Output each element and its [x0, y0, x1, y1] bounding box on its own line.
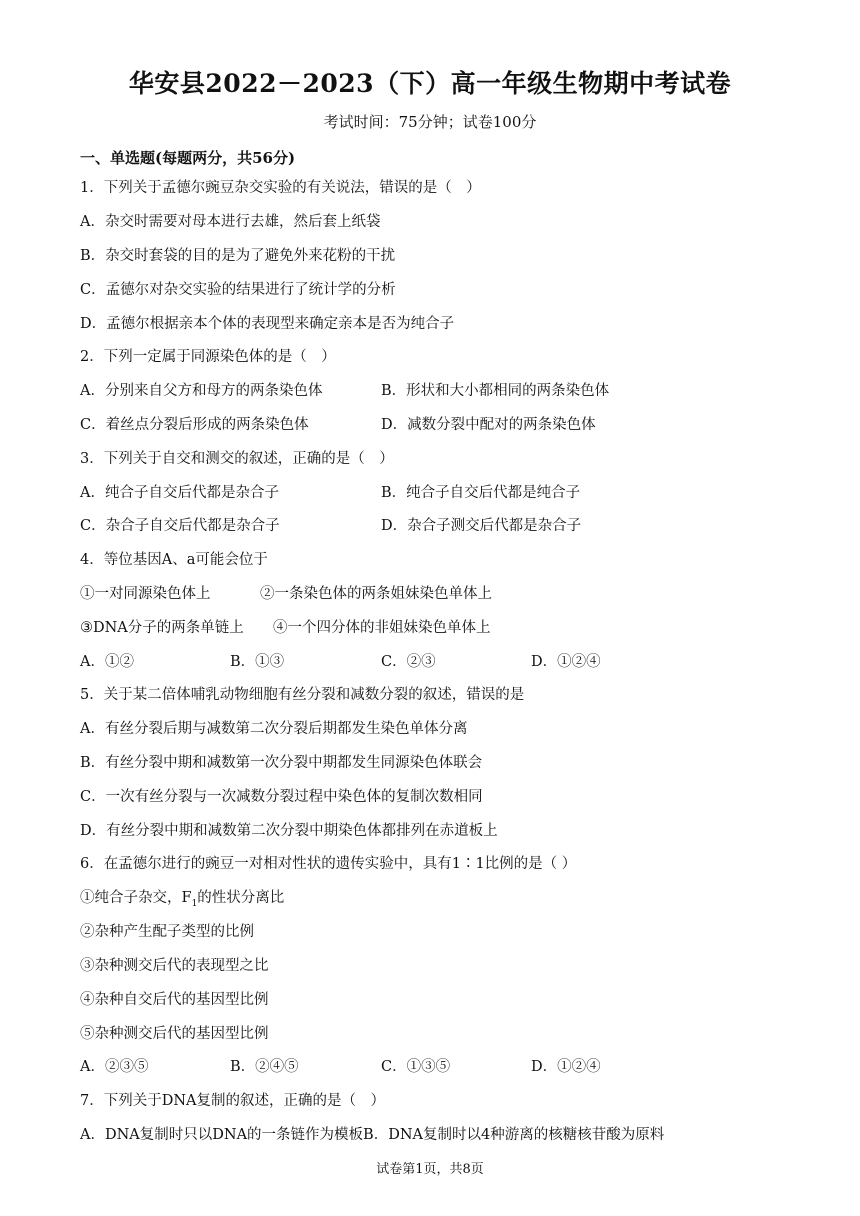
question-1-option-c: C．孟德尔对杂交实验的结果进行了统计学的分析: [80, 282, 396, 298]
question-6-stem: 6．在孟德尔进行的豌豆一对相对性状的遗传实验中，具有1∶1比例的是（ ）: [80, 856, 577, 872]
question-5-option-a: A．有丝分裂后期与减数第二次分裂后期都发生染色单体分离: [80, 721, 468, 737]
question-1-option-a: A．杂交时需要对母本进行去雄，然后套上纸袋: [80, 214, 381, 230]
question-4-option-a: A．①②: [80, 654, 134, 670]
question-5-stem: 5．关于某二倍体哺乳动物细胞有丝分裂和减数分裂的叙述，错误的是: [80, 687, 525, 703]
question-4-statement-2: ②一条染色体的两条姐妹染色单体上: [260, 586, 492, 602]
question-3-option-a: A．纯合子自交后代都是杂合子: [80, 485, 279, 501]
exam-info: 考试时间：75分钟；试卷100分: [323, 113, 537, 131]
question-4-stem: 4．等位基因A、a可能会位于: [80, 552, 268, 568]
question-6-statement-2: ②杂种产生配子类型的比例: [80, 924, 254, 940]
question-6-option-a: A．②③⑤: [80, 1059, 149, 1075]
question-4-option-d: D．①②④: [531, 654, 601, 670]
question-3-option-c: C．杂合子自交后代都是杂合子: [80, 518, 280, 534]
question-2-option-a: A．分别来自父方和母方的两条染色体: [80, 383, 323, 399]
question-4-option-c: C．②③: [381, 654, 436, 670]
section-heading: 一、单选题(每题两分，共56分): [80, 149, 296, 167]
statement-1-text-a: ①纯合子杂交，F: [80, 890, 192, 906]
question-1-stem: 1．下列关于孟德尔豌豆杂交实验的有关说法，错误的是（ ）: [80, 180, 481, 196]
statement-1-text-b: 的性状分离比: [197, 890, 285, 906]
question-6-option-b: B．②④⑤: [230, 1059, 299, 1075]
question-3-option-b: B．纯合子自交后代都是纯合子: [381, 485, 581, 501]
question-2-stem: 2．下列一定属于同源染色体的是（ ）: [80, 349, 336, 365]
question-7-stem: 7．下列关于DNA复制的叙述，正确的是（ ）: [80, 1093, 386, 1109]
question-6-option-d: D．①②④: [531, 1059, 601, 1075]
page-footer: 试卷第1页，共8页: [376, 1162, 484, 1177]
question-1-option-d: D．孟德尔根据亲本个体的表现型来确定亲本是否为纯合子: [80, 316, 455, 332]
question-4-statement-4: ④一个四分体的非姐妹染色单体上: [273, 620, 491, 636]
question-2-option-b: B．形状和大小都相同的两条染色体: [381, 383, 610, 399]
question-6-statement-5: ⑤杂种测交后代的基因型比例: [80, 1026, 269, 1042]
question-4-statement-3: ③DNA分子的两条单链上: [80, 620, 244, 636]
page-title: 华安县2022－2023（下）高一年级生物期中考试卷: [128, 69, 732, 98]
question-6-statement-3: ③杂种测交后代的表现型之比: [80, 958, 269, 974]
question-1-option-b: B．杂交时套袋的目的是为了避免外来花粉的干扰: [80, 248, 396, 264]
question-5-option-c: C．一次有丝分裂与一次减数分裂过程中染色体的复制次数相同: [80, 789, 483, 805]
question-7-options-ab: A．DNA复制时只以DNA的一条链作为模板B．DNA复制时以4种游离的核糖核苷酸为原料: [80, 1127, 665, 1143]
question-5-option-b: B．有丝分裂中期和减数第一次分裂中期都发生同源染色体联会: [80, 755, 483, 771]
question-6-statement-1: [80, 888, 284, 914]
question-3-option-d: D．杂合子测交后代都是杂合子: [381, 518, 582, 534]
question-2-option-c: C．着丝点分裂后形成的两条染色体: [80, 417, 309, 433]
question-4-statement-1: ①一对同源染色体上: [80, 586, 211, 602]
question-4-option-b: B．①③: [230, 654, 285, 670]
question-6-statement-4: ④杂种自交后代的基因型比例: [80, 992, 269, 1008]
question-2-option-d: D．减数分裂中配对的两条染色体: [381, 417, 596, 433]
statement-1-subscript: 1: [191, 898, 198, 909]
question-5-option-d: D．有丝分裂中期和减数第二次分裂中期染色体都排列在赤道板上: [80, 823, 498, 839]
question-6-option-c: C．①③⑤: [381, 1059, 451, 1075]
question-3-stem: 3．下列关于自交和测交的叙述，正确的是（ ）: [80, 451, 394, 467]
